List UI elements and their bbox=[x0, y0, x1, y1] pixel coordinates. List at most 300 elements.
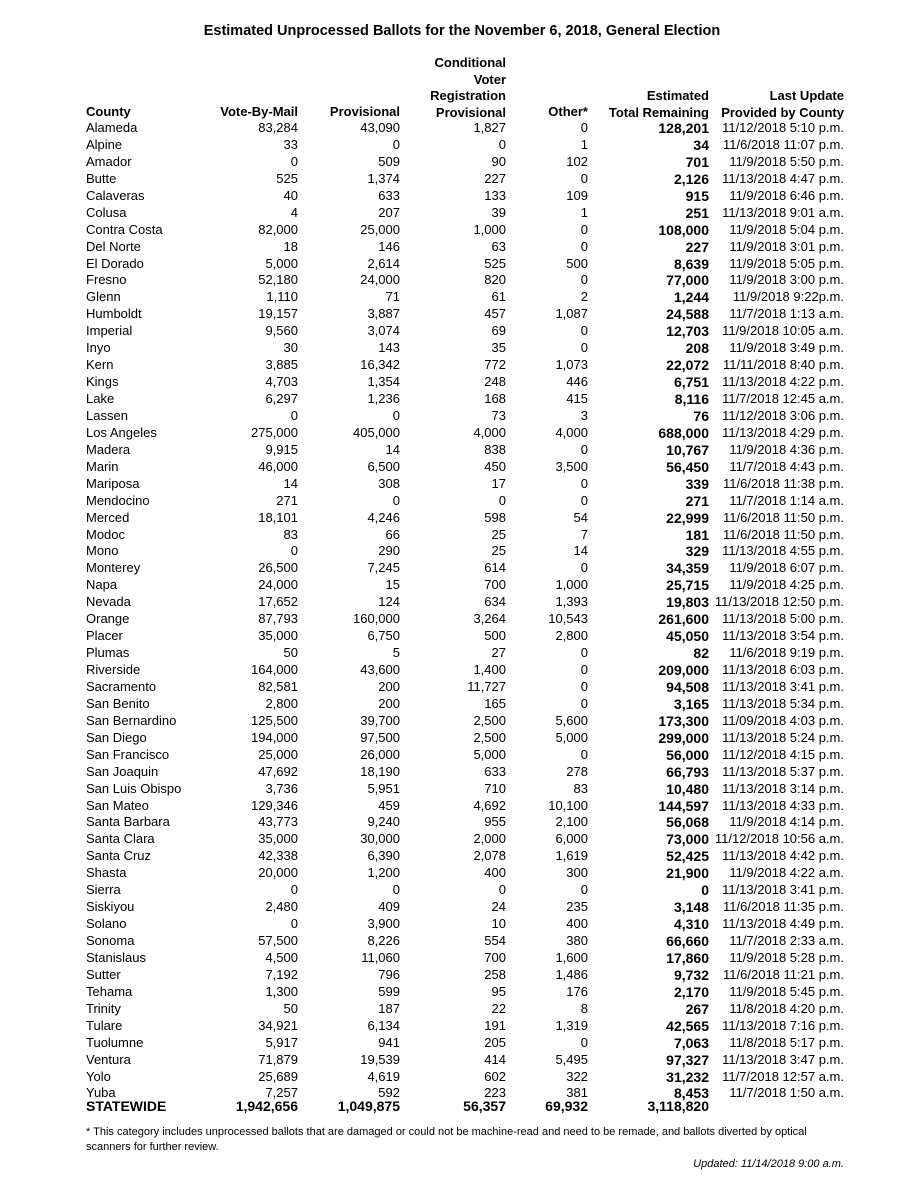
cell-provisional: 592 bbox=[378, 1085, 400, 1101]
cell-last-update: 11/9/2018 4:22 a.m. bbox=[729, 865, 844, 881]
cell-provisional: 796 bbox=[378, 966, 400, 982]
cell-last-update: 11/12/2018 3:06 p.m. bbox=[722, 407, 844, 423]
cell-other: 278 bbox=[566, 763, 588, 779]
cell-last-update: 11/7/2018 1:50 a.m. bbox=[729, 1085, 844, 1101]
cell-county-name: Siskiyou bbox=[86, 899, 135, 915]
cell-vote-by-mail: 42,338 bbox=[258, 848, 298, 864]
cell-estimated-total: 208 bbox=[685, 340, 709, 357]
cell-estimated-total: 22,999 bbox=[666, 509, 709, 526]
cell-county-name: Riverside bbox=[86, 662, 141, 677]
cell-conditional-provisional: 838 bbox=[484, 441, 506, 457]
cell-last-update: 11/13/2018 12:50 p.m. bbox=[714, 594, 844, 610]
cell-vote-by-mail: 125,500 bbox=[251, 712, 298, 728]
cell-other: 0 bbox=[580, 170, 588, 186]
cell-estimated-total: 2,126 bbox=[673, 170, 709, 187]
table-row bbox=[0, 611, 924, 628]
cell-provisional: 0 bbox=[392, 136, 400, 152]
cell-conditional-provisional: 700 bbox=[484, 577, 506, 593]
cell-conditional-provisional: 450 bbox=[484, 458, 506, 474]
cell-last-update: 11/8/2018 5:17 p.m. bbox=[729, 1034, 844, 1050]
cell-provisional: 1,354 bbox=[367, 374, 400, 390]
cell-other: 1 bbox=[580, 136, 588, 152]
cell-conditional-provisional: 633 bbox=[484, 763, 506, 779]
cell-provisional: 43,600 bbox=[360, 662, 400, 677]
cell-last-update: 11/7/2018 12:45 a.m. bbox=[722, 391, 844, 406]
cell-provisional: 15 bbox=[385, 577, 400, 593]
cell-county-name: Sutter bbox=[86, 966, 121, 982]
cell-other: 10,100 bbox=[548, 797, 588, 813]
table-row bbox=[0, 899, 924, 916]
cell-other: 0 bbox=[580, 882, 588, 898]
cell-vote-by-mail: 1,110 bbox=[266, 289, 298, 305]
table-row bbox=[0, 848, 924, 865]
cell-last-update: 11/09/2018 4:03 p.m. bbox=[722, 712, 844, 728]
cell-conditional-provisional: 614 bbox=[484, 560, 506, 576]
cell-estimated-total: 339 bbox=[685, 475, 709, 492]
cell-other: 7 bbox=[580, 526, 588, 542]
cell-provisional: 97,500 bbox=[360, 729, 400, 745]
table-row bbox=[0, 696, 924, 713]
cell-other: 0 bbox=[580, 645, 588, 661]
total-label: STATEWIDE bbox=[86, 1098, 167, 1114]
cell-estimated-total: 56,450 bbox=[666, 458, 709, 475]
ballot-table-body bbox=[0, 120, 924, 1102]
cell-vote-by-mail: 164,000 bbox=[251, 662, 298, 677]
table-row bbox=[0, 933, 924, 950]
cell-provisional: 0 bbox=[392, 882, 400, 898]
cell-conditional-provisional: 2,500 bbox=[473, 712, 506, 728]
cell-last-update: 11/13/2018 7:16 p.m. bbox=[722, 1017, 844, 1033]
table-row bbox=[0, 730, 924, 747]
header-estimated-total-remaining bbox=[609, 88, 709, 121]
cell-vote-by-mail: 9,915 bbox=[265, 441, 298, 457]
header-conditional-voter-registration bbox=[430, 55, 506, 121]
cell-county-name: Humboldt bbox=[86, 306, 142, 322]
cell-last-update: 11/9/2018 6:46 p.m. bbox=[729, 187, 844, 203]
cell-provisional: 143 bbox=[378, 340, 400, 356]
cell-vote-by-mail: 17,652 bbox=[258, 594, 298, 610]
cell-county-name: Plumas bbox=[86, 645, 130, 661]
cell-estimated-total: 56,068 bbox=[666, 814, 709, 831]
cell-other: 6,000 bbox=[555, 831, 588, 847]
cell-county-name: Trinity bbox=[86, 1000, 121, 1016]
cell-vote-by-mail: 1,300 bbox=[265, 983, 298, 999]
cell-last-update: 11/13/2018 3:41 p.m. bbox=[722, 678, 844, 694]
cell-provisional: 4,619 bbox=[367, 1068, 400, 1084]
cell-vote-by-mail: 0 bbox=[290, 153, 298, 169]
cell-conditional-provisional: 11,727 bbox=[467, 678, 506, 694]
cell-estimated-total: 52,425 bbox=[666, 848, 709, 865]
cell-last-update: 11/9/2018 5:28 p.m. bbox=[729, 949, 844, 965]
cell-last-update: 11/13/2018 3:47 p.m. bbox=[722, 1051, 844, 1067]
cell-provisional: 146 bbox=[378, 238, 400, 254]
cell-last-update: 11/6/2018 11:07 p.m. bbox=[723, 136, 844, 152]
table-row bbox=[0, 950, 924, 967]
cell-vote-by-mail: 40 bbox=[283, 187, 298, 203]
cell-conditional-provisional: 634 bbox=[484, 594, 506, 610]
cell-last-update: 11/13/2018 3:41 p.m. bbox=[722, 882, 844, 898]
cell-conditional-provisional: 0 bbox=[498, 882, 506, 898]
cell-last-update: 11/13/2018 4:42 p.m. bbox=[722, 848, 844, 864]
cell-other: 1,087 bbox=[555, 306, 588, 322]
table-row bbox=[0, 306, 924, 323]
cell-vote-by-mail: 6,297 bbox=[265, 391, 298, 406]
table-row bbox=[0, 459, 924, 476]
cell-other: 0 bbox=[580, 1034, 588, 1050]
cell-vote-by-mail: 19,157 bbox=[258, 306, 298, 322]
cell-conditional-provisional: 22 bbox=[491, 1000, 506, 1016]
cell-last-update: 11/12/2018 10:56 a.m. bbox=[714, 831, 844, 847]
cell-provisional: 43,090 bbox=[360, 120, 400, 135]
cell-estimated-total: 1,244 bbox=[673, 289, 709, 306]
cell-other: 10,543 bbox=[548, 611, 588, 627]
cell-other: 446 bbox=[566, 374, 588, 390]
cell-other: 0 bbox=[580, 120, 588, 135]
cell-county-name: Yolo bbox=[86, 1068, 111, 1084]
cell-other: 0 bbox=[580, 238, 588, 254]
cell-county-name: Monterey bbox=[86, 560, 141, 576]
cell-conditional-provisional: 25 bbox=[491, 526, 506, 542]
total-other: 69,932 bbox=[545, 1098, 588, 1114]
cell-county-name: San Francisco bbox=[86, 746, 170, 762]
cell-estimated-total: 24,588 bbox=[666, 306, 709, 323]
cell-vote-by-mail: 0 bbox=[290, 543, 298, 559]
cell-other: 415 bbox=[566, 391, 588, 406]
table-row bbox=[0, 831, 924, 848]
cell-vote-by-mail: 50 bbox=[283, 645, 298, 661]
cell-last-update: 11/13/2018 6:03 p.m. bbox=[722, 662, 844, 677]
cell-county-name: Marin bbox=[86, 458, 119, 474]
cell-other: 5,000 bbox=[555, 729, 588, 745]
cell-other: 2,800 bbox=[555, 628, 588, 644]
table-row bbox=[0, 543, 924, 560]
cell-last-update: 11/6/2018 11:50 p.m. bbox=[723, 509, 844, 525]
cell-vote-by-mail: 52,180 bbox=[258, 272, 298, 288]
cell-conditional-provisional: 248 bbox=[484, 374, 506, 390]
cell-estimated-total: 94,508 bbox=[666, 678, 709, 695]
cell-conditional-provisional: 4,692 bbox=[473, 797, 506, 813]
table-row bbox=[0, 1001, 924, 1018]
cell-conditional-provisional: 602 bbox=[484, 1068, 506, 1084]
cell-provisional: 1,236 bbox=[367, 391, 400, 406]
cell-vote-by-mail: 87,793 bbox=[258, 611, 298, 627]
cell-estimated-total: 45,050 bbox=[666, 628, 709, 645]
cell-other: 0 bbox=[580, 272, 588, 288]
cell-estimated-total: 66,660 bbox=[666, 933, 709, 949]
cell-county-name: Alpine bbox=[86, 136, 123, 152]
header-cond-line-2: Voter bbox=[473, 71, 506, 87]
cell-last-update: 11/9/2018 9:22p.m. bbox=[732, 289, 844, 305]
cell-estimated-total: 688,000 bbox=[658, 424, 709, 441]
cell-provisional: 6,134 bbox=[367, 1017, 400, 1033]
cell-conditional-provisional: 25 bbox=[491, 543, 506, 559]
cell-vote-by-mail: 43,773 bbox=[258, 814, 298, 830]
cell-conditional-provisional: 2,500 bbox=[473, 729, 506, 745]
table-row bbox=[0, 882, 924, 899]
cell-conditional-provisional: 0 bbox=[498, 492, 506, 508]
cell-estimated-total: 77,000 bbox=[666, 272, 709, 289]
cell-vote-by-mail: 47,692 bbox=[258, 763, 298, 779]
cell-vote-by-mail: 20,000 bbox=[258, 865, 298, 881]
total-vote-by-mail: 1,942,656 bbox=[235, 1098, 298, 1114]
cell-county-name: San Joaquin bbox=[86, 763, 159, 779]
cell-county-name: Tuolumne bbox=[86, 1034, 144, 1050]
header-vote-by-mail: Vote-By-Mail bbox=[220, 104, 298, 119]
cell-provisional: 0 bbox=[392, 407, 400, 423]
cell-other: 0 bbox=[580, 492, 588, 508]
table-row bbox=[0, 205, 924, 222]
table-row bbox=[0, 476, 924, 493]
cell-last-update: 11/6/2018 11:21 p.m. bbox=[723, 966, 844, 982]
cell-estimated-total: 9,732 bbox=[673, 966, 709, 983]
cell-provisional: 308 bbox=[378, 475, 400, 491]
cell-other: 0 bbox=[580, 678, 588, 694]
cell-provisional: 200 bbox=[378, 678, 400, 694]
cell-conditional-provisional: 4,000 bbox=[473, 424, 506, 440]
cell-conditional-provisional: 414 bbox=[484, 1051, 506, 1067]
cell-conditional-provisional: 955 bbox=[484, 814, 506, 830]
header-upd-line-1: Last Update bbox=[769, 88, 844, 103]
cell-estimated-total: 271 bbox=[685, 492, 709, 509]
cell-last-update: 11/9/2018 5:05 p.m. bbox=[729, 255, 844, 271]
cell-county-name: San Benito bbox=[86, 695, 150, 711]
cell-county-name: Placer bbox=[86, 628, 123, 644]
cell-other: 1,486 bbox=[555, 966, 588, 982]
cell-provisional: 599 bbox=[378, 983, 400, 999]
cell-other: 176 bbox=[566, 983, 588, 999]
cell-provisional: 6,390 bbox=[367, 848, 400, 864]
table-row bbox=[0, 425, 924, 442]
header-cond-line-3: Registration bbox=[430, 88, 506, 103]
cell-provisional: 39,700 bbox=[360, 712, 400, 728]
table-row bbox=[0, 1018, 924, 1035]
cell-other: 3 bbox=[580, 407, 588, 423]
cell-vote-by-mail: 71,879 bbox=[258, 1051, 298, 1067]
cell-other: 0 bbox=[580, 340, 588, 356]
cell-provisional: 5,951 bbox=[367, 780, 400, 796]
cell-provisional: 459 bbox=[378, 797, 400, 813]
cell-conditional-provisional: 598 bbox=[484, 509, 506, 525]
cell-vote-by-mail: 18,101 bbox=[258, 509, 298, 525]
cell-provisional: 509 bbox=[378, 153, 400, 169]
table-row bbox=[0, 798, 924, 815]
cell-provisional: 1,200 bbox=[367, 865, 400, 881]
table-row bbox=[0, 408, 924, 425]
cell-conditional-provisional: 227 bbox=[484, 170, 506, 186]
cell-provisional: 4,246 bbox=[367, 509, 400, 525]
cell-vote-by-mail: 3,885 bbox=[265, 357, 298, 373]
cell-county-name: Nevada bbox=[86, 594, 131, 610]
cell-last-update: 11/7/2018 4:43 p.m. bbox=[729, 458, 844, 474]
cell-county-name: Tulare bbox=[86, 1017, 123, 1033]
table-row bbox=[0, 323, 924, 340]
cell-county-name: Calaveras bbox=[86, 187, 145, 203]
cell-county-name: Lake bbox=[86, 391, 115, 406]
cell-last-update: 11/13/2018 3:14 p.m. bbox=[722, 780, 844, 796]
cell-estimated-total: 17,860 bbox=[666, 949, 709, 966]
cell-provisional: 941 bbox=[378, 1034, 400, 1050]
cell-estimated-total: 21,900 bbox=[666, 865, 709, 882]
cell-conditional-provisional: 772 bbox=[484, 357, 506, 373]
cell-county-name: El Dorado bbox=[86, 255, 144, 271]
cell-estimated-total: 7,063 bbox=[673, 1034, 709, 1051]
table-row bbox=[0, 1035, 924, 1052]
cell-conditional-provisional: 39 bbox=[491, 204, 506, 220]
cell-other: 8 bbox=[580, 1000, 588, 1016]
table-row bbox=[0, 865, 924, 882]
cell-conditional-provisional: 1,400 bbox=[473, 662, 506, 677]
cell-vote-by-mail: 3,736 bbox=[265, 780, 298, 796]
cell-estimated-total: 56,000 bbox=[666, 746, 709, 763]
table-row bbox=[0, 256, 924, 273]
table-row bbox=[0, 814, 924, 831]
cell-last-update: 11/13/2018 4:49 p.m. bbox=[722, 916, 844, 932]
cell-other: 380 bbox=[566, 933, 588, 948]
cell-conditional-provisional: 63 bbox=[491, 238, 506, 254]
table-row bbox=[0, 442, 924, 459]
cell-provisional: 18,190 bbox=[360, 763, 400, 779]
cell-conditional-provisional: 61 bbox=[491, 289, 506, 305]
cell-provisional: 5 bbox=[392, 645, 400, 661]
cell-estimated-total: 10,767 bbox=[666, 441, 709, 458]
table-row bbox=[0, 1069, 924, 1086]
header-cond-line-4: Provisional bbox=[435, 104, 506, 120]
cell-county-name: Amador bbox=[86, 153, 132, 169]
cell-county-name: Solano bbox=[86, 916, 127, 932]
cell-other: 109 bbox=[566, 187, 588, 203]
table-row bbox=[0, 560, 924, 577]
header-other: Other* bbox=[548, 104, 588, 119]
cell-provisional: 207 bbox=[378, 204, 400, 220]
cell-last-update: 11/13/2018 5:37 p.m. bbox=[722, 763, 844, 779]
cell-other: 400 bbox=[566, 916, 588, 932]
cell-conditional-provisional: 69 bbox=[491, 323, 506, 339]
cell-provisional: 7,245 bbox=[367, 560, 400, 576]
cell-vote-by-mail: 0 bbox=[290, 916, 298, 932]
cell-conditional-provisional: 3,264 bbox=[473, 611, 506, 627]
cell-estimated-total: 227 bbox=[685, 238, 709, 255]
cell-provisional: 2,614 bbox=[367, 255, 400, 271]
cell-provisional: 66 bbox=[385, 526, 400, 542]
cell-last-update: 11/6/2018 9:19 p.m. bbox=[729, 645, 844, 661]
cell-other: 3,500 bbox=[555, 458, 588, 474]
cell-other: 1,000 bbox=[555, 577, 588, 593]
cell-estimated-total: 8,453 bbox=[673, 1085, 709, 1102]
cell-provisional: 3,074 bbox=[367, 323, 400, 339]
table-row bbox=[0, 340, 924, 357]
total-provisional: 1,049,875 bbox=[337, 1098, 400, 1114]
cell-provisional: 0 bbox=[392, 492, 400, 508]
cell-last-update: 11/9/2018 4:25 p.m. bbox=[729, 577, 844, 593]
cell-other: 2,100 bbox=[555, 814, 588, 830]
cell-estimated-total: 82 bbox=[693, 645, 709, 662]
cell-other: 1,393 bbox=[555, 594, 588, 610]
cell-estimated-total: 128,201 bbox=[658, 120, 709, 136]
cell-vote-by-mail: 26,500 bbox=[258, 560, 298, 576]
cell-estimated-total: 22,072 bbox=[666, 357, 709, 374]
cell-conditional-provisional: 2,000 bbox=[473, 831, 506, 847]
cell-provisional: 11,060 bbox=[361, 949, 400, 965]
cell-provisional: 200 bbox=[378, 695, 400, 711]
table-row bbox=[0, 747, 924, 764]
cell-estimated-total: 12,703 bbox=[666, 323, 709, 340]
table-row bbox=[0, 527, 924, 544]
header-cond-line-1: Conditional bbox=[434, 55, 506, 70]
cell-conditional-provisional: 700 bbox=[484, 949, 506, 965]
cell-other: 0 bbox=[580, 560, 588, 576]
cell-last-update: 11/9/2018 10:05 a.m. bbox=[722, 323, 844, 339]
cell-county-name: Kern bbox=[86, 357, 114, 373]
cell-county-name: Butte bbox=[86, 170, 117, 186]
cell-vote-by-mail: 46,000 bbox=[258, 458, 298, 474]
cell-county-name: San Bernardino bbox=[86, 712, 177, 728]
cell-county-name: Los Angeles bbox=[86, 424, 157, 440]
cell-county-name: San Mateo bbox=[86, 797, 149, 813]
cell-other: 500 bbox=[566, 255, 588, 271]
table-row bbox=[0, 188, 924, 205]
table-row bbox=[0, 171, 924, 188]
cell-estimated-total: 209,000 bbox=[658, 662, 709, 678]
cell-provisional: 124 bbox=[378, 594, 400, 610]
header-county: County bbox=[86, 104, 131, 119]
cell-provisional: 3,887 bbox=[367, 306, 400, 322]
cell-last-update: 11/9/2018 6:07 p.m. bbox=[729, 560, 844, 576]
table-row bbox=[0, 662, 924, 679]
statewide-total-row bbox=[0, 1097, 924, 1115]
cell-other: 5,600 bbox=[555, 712, 588, 728]
header-est-line-2: Total Remaining bbox=[608, 104, 709, 120]
table-row bbox=[0, 391, 924, 408]
cell-last-update: 11/13/2018 4:47 p.m. bbox=[722, 170, 844, 186]
cell-other: 300 bbox=[566, 865, 588, 881]
cell-other: 0 bbox=[580, 475, 588, 491]
cell-conditional-provisional: 400 bbox=[484, 865, 506, 881]
cell-provisional: 8,226 bbox=[367, 933, 400, 948]
cell-provisional: 405,000 bbox=[353, 424, 400, 440]
cell-conditional-provisional: 5,000 bbox=[473, 746, 506, 762]
cell-estimated-total: 3,148 bbox=[673, 899, 709, 916]
cell-provisional: 24,000 bbox=[360, 272, 400, 288]
cell-last-update: 11/9/2018 3:01 p.m. bbox=[729, 238, 844, 254]
table-row bbox=[0, 577, 924, 594]
cell-estimated-total: 0 bbox=[701, 882, 709, 899]
table-row bbox=[0, 967, 924, 984]
cell-conditional-provisional: 95 bbox=[491, 983, 506, 999]
total-estimated: 3,118,820 bbox=[647, 1098, 709, 1114]
cell-estimated-total: 34,359 bbox=[666, 560, 709, 577]
cell-conditional-provisional: 457 bbox=[484, 306, 506, 322]
cell-estimated-total: 251 bbox=[685, 204, 709, 221]
updated-timestamp: Updated: 11/14/2018 9:00 a.m. bbox=[693, 1158, 844, 1170]
cell-county-name: Mendocino bbox=[86, 492, 150, 508]
cell-provisional: 25,000 bbox=[360, 221, 400, 237]
cell-estimated-total: 6,751 bbox=[673, 374, 709, 391]
cell-last-update: 11/13/2018 5:24 p.m. bbox=[722, 729, 844, 745]
cell-vote-by-mail: 275,000 bbox=[251, 424, 298, 440]
cell-county-name: Orange bbox=[86, 611, 130, 627]
header-last-update bbox=[721, 88, 844, 121]
cell-other: 0 bbox=[580, 695, 588, 711]
cell-last-update: 11/13/2018 4:29 p.m. bbox=[722, 424, 844, 440]
table-row bbox=[0, 713, 924, 730]
cell-vote-by-mail: 83 bbox=[283, 526, 298, 542]
cell-last-update: 11/13/2018 4:22 p.m. bbox=[722, 374, 844, 390]
cell-vote-by-mail: 9,560 bbox=[265, 323, 298, 339]
table-row bbox=[0, 374, 924, 391]
table-row bbox=[0, 120, 924, 137]
cell-vote-by-mail: 24,000 bbox=[258, 577, 298, 593]
cell-estimated-total: 73,000 bbox=[666, 831, 709, 848]
